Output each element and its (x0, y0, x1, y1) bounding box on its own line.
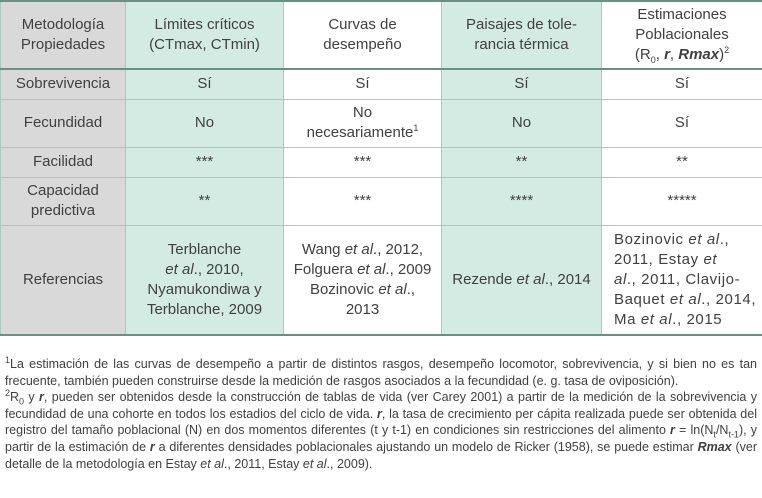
table-row (1, 225, 762, 335)
cell: Sí (602, 99, 762, 147)
cell: ** (126, 177, 284, 225)
cell: ** (442, 147, 602, 177)
header-performance-curves: Curvas de desempeño (284, 1, 442, 69)
cell: Sí (442, 69, 602, 99)
cell: *** (126, 147, 284, 177)
table-row (1, 99, 762, 147)
header-population-estimates: Estimaciones Poblacionales ($R_0$, r, Rmax)$^2$ (602, 1, 762, 69)
cell: Sí (126, 69, 284, 99)
references-thermal-landscapes: Rezende et al., 2014 (442, 225, 602, 335)
cell: *** (284, 147, 442, 177)
references-critical-limits: Terblanche et al., 2010, Nyamukondiwa y Terblanche, 2009 (126, 225, 284, 335)
cell: ** (602, 147, 762, 177)
references-performance-curves: Wang et al., 2012, Folguera et al., 2009 Bozinovic et al., 2013 (284, 225, 442, 335)
cell: No necesariamente$^1$ (284, 99, 442, 147)
footnote-1: $^1$La estimación de las curvas de desempeño a partir de distintos rasgos, desempeño locomotor, sobrevivencia, y si bien no es tan frecuente, también pueden construirse desde la medición de rasgos asociados a la fecundidad (e. g. tasa de oviposición). (5, 354, 757, 388)
table-row (1, 69, 762, 99)
row-label-predictive-capacity: Capacidad predictiva (1, 177, 126, 225)
row-label-survival: Sobrevivencia (1, 69, 126, 99)
cell: No (126, 99, 284, 147)
cell: Sí (602, 69, 762, 99)
row-label-fecundity: Fecundidad (1, 99, 126, 147)
cell: *** (284, 177, 442, 225)
table-row (1, 147, 762, 177)
references-population-estimates: Bozinovic et al., 2011, Estay et al., 2011, Clavijo- Baquet et al., 2014, Ma et al., 2015 (602, 225, 762, 335)
row-label-ease: Facilidad (1, 147, 126, 177)
header-row (1, 1, 762, 69)
row-label-references: Referencias (1, 225, 126, 335)
header-thermal-tolerance-landscapes: Paisajes de tole- rancia térmica (442, 1, 602, 69)
cell: **** (442, 177, 602, 225)
header-critical-limits: Límites críticos (CTmax, CTmin) (126, 1, 284, 69)
cell: Sí (284, 69, 442, 99)
footnotes (5, 356, 757, 472)
header-methodology: Metodología Propiedades (1, 1, 126, 69)
cell: ***** (602, 177, 762, 225)
table-row (1, 177, 762, 225)
footnote-2: $^2R_0$ y r, pueden ser obtenidos desde la construcción de tablas de vida (ver Carey 2001) a partir de la medición de la sobrevivencia y fecundidad de una cohorte en todos los estadios del ciclo de vida. r, la tasa de crecimiento per cápita realizada puede ser obtenida del registro del tamaño poblacional (N) en dos momentos diferentes (t y t-1) en condiciones sin restricciones del alimento $r = \ln(N_t/N_{t-1})$, y partir de la estimación de r a diferentes densidades poblacionales ajustando un modelo de Ricker (1958), se puede estimar Rmax (ver detalle de la metodología en Estay et al., 2011, Estay et al., 2009). (5, 388, 757, 471)
cell: No (442, 99, 602, 147)
